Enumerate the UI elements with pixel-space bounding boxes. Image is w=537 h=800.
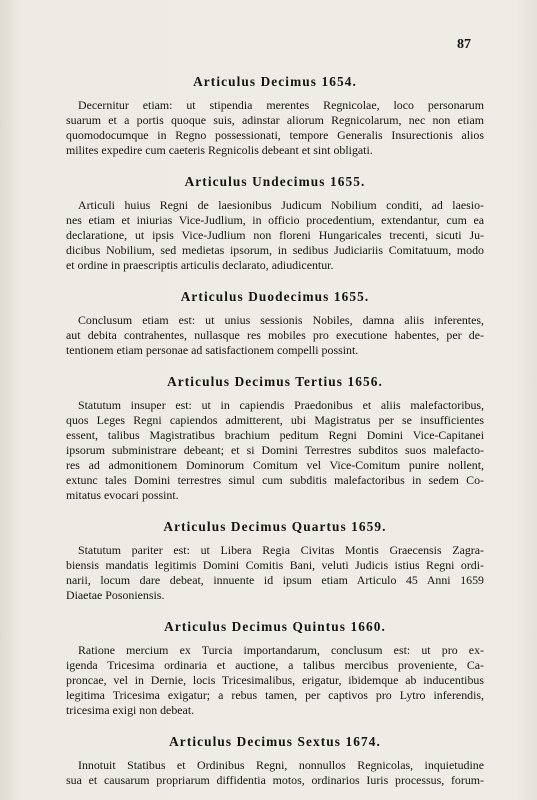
- text-line: sua et causarum propriarum diffidentia motos, ordinarios Iuris processus, forum-: [66, 773, 484, 787]
- article-heading: Articulus Decimus Quintus 1660.: [164, 619, 386, 634]
- text-line: legitima Tricesima exigatur; a rebus tamen, per captivos pro Lytro inferendis,: [66, 688, 484, 702]
- article-heading: Articulus Decimus Sextus 1674.: [169, 734, 381, 749]
- article-section: [66, 374, 484, 503]
- article-heading: Articulus Decimus Tertius 1656.: [167, 374, 383, 389]
- text-line: et ordine in praescriptis articulis declarato, adiudicentur.: [66, 258, 334, 272]
- text-line: Statutum insuper est: ut in capiendis Praedonibus et aliis malefactoribus,: [78, 398, 484, 412]
- text-line: mitatus evocari possint.: [66, 488, 179, 502]
- text-line: quos Leges Regni capiendos admitterent, ubi Magistratus per se insufficientes: [66, 413, 484, 427]
- text-line: suarum et a portis quoque suis, adinstar aliorum Regnicolarum, nec non etiam: [66, 113, 484, 127]
- text-line: dicibus Nobilium, sed medietas ipsorum, in sedibus Judiciariis Comitatuum, modo: [66, 243, 484, 257]
- article-heading: Articulus Decimus Quartus 1659.: [163, 519, 387, 534]
- text-line: Decernitur etiam: ut stipendia merentes Regnicolae, loco personarum: [78, 98, 484, 112]
- page-body: [66, 74, 484, 800]
- article-heading: Articulus Undecimus 1655.: [184, 174, 366, 189]
- text-line: narii, locum dare debeat, innuente id ipsum etiam Articulo 45 Anni 1659: [66, 573, 484, 587]
- article-heading: Articulus Duodecimus 1655.: [180, 289, 370, 304]
- article-section: [66, 734, 484, 788]
- text-line: nes etiam et iniurias Vice-Judlium, in officio procedentium, extendantur, cum ea: [66, 213, 484, 227]
- text-line: milites expedire cum caeteris Regnicolis debeant et sint obligati.: [66, 143, 373, 157]
- article-section: [66, 519, 484, 603]
- article-section: [66, 74, 484, 158]
- text-line: quomodocumque in Regno possessionati, tempore Generalis Insurectionis alios: [66, 128, 484, 142]
- text-line: Ratione mercium ex Turcia importandarum, conclusum est: ut pro ex-: [78, 643, 484, 657]
- text-line: res ad admonitionem Dominorum Comitum vel Vice-Comitum punire nollent,: [66, 458, 484, 472]
- text-line: Statutum pariter est: ut Libera Regia Civitas Montis Graecensis Zagra-: [78, 543, 484, 557]
- article-heading: Articulus Decimus 1654.: [193, 74, 357, 89]
- text-line: proncae, vel in Dernie, locis Tricesimalibus, erigatur, ibidemque ab inducentibus: [66, 673, 484, 687]
- text-line: Diaetae Posoniensis.: [66, 588, 165, 602]
- article-paragraph: [66, 198, 484, 273]
- text-line: Articuli huius Regni de laesionibus Judicum Nobilium conditi, ad laesio-: [78, 198, 484, 212]
- text-line: biensis mandatis legitimis Domini Comitis Bani, veluti Judicis istius Regni ordi-: [66, 558, 484, 572]
- text-line: declaratione, ut ipsis Vice-Judlium non floreni Hungaricales trecenti, sicuti Ju-: [66, 228, 484, 242]
- article-paragraph: [66, 758, 484, 788]
- article-paragraph: [66, 643, 484, 718]
- article-section: [66, 289, 484, 358]
- article-paragraph: [66, 398, 484, 503]
- text-line: essent, talibus Magistratibus brachium peditum Regni Domini Vice-Capitanei: [66, 428, 484, 442]
- article-paragraph: [66, 543, 484, 603]
- text-line: tricesima exigi non debeat.: [66, 703, 195, 717]
- text-line: Conclusum etiam est: ut unius sessionis Nobiles, damna aliis inferentes,: [78, 313, 484, 327]
- text-line: Innotuit Statibus et Ordinibus Regni, nonnullos Regnicolas, inquietudine: [78, 758, 484, 772]
- text-line: igenda Tricesima ordinaria et auctione, a talibus mercibus proveniente, Ca-: [66, 658, 484, 672]
- article-section: [66, 174, 484, 273]
- text-line: tentionem etiam personae ad satisfactionem compelli possint.: [66, 343, 359, 357]
- text-line: ipsorum subministrare debeant; et si Domini Terrestres subditos suos malefacto-: [66, 443, 484, 457]
- text-line: extunc tales Domini terrestres simul cum subditis malefactoribus in sedem Co-: [66, 473, 484, 487]
- page-number: 87: [457, 37, 471, 52]
- article-paragraph: [66, 313, 484, 358]
- text-line: aut debita contrahentes, nullasque res mobiles pro executione habentes, per de-: [66, 328, 484, 342]
- article-paragraph: [66, 98, 484, 158]
- article-section: [66, 619, 484, 718]
